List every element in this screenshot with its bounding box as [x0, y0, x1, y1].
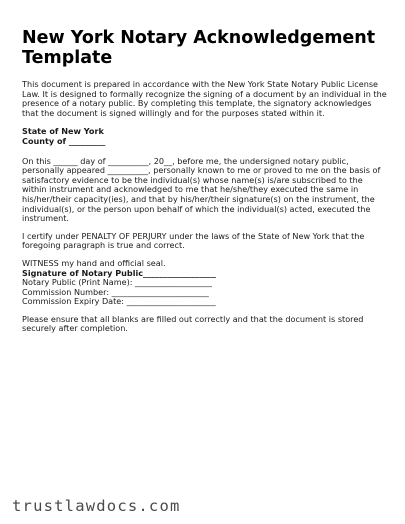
document-page — [22, 28, 388, 334]
acknowledgement-paragraph: On this ______ day of __________, 20__, before me, the undersigned notary public, personally appeared __________, personally known to me or proved to me on the basis of satisfactory evidence to be the individual(s) whose name(s) is/are subscribed to the within instrument and acknowledged to me that he/she/they executed the same in his/her/their capacity(ies), and that by his/her/their signature(s) on the instrument, the individual(s), or the person upon behalf of which the individual(s) acted, executed the instrument. — [22, 155, 381, 224]
title-line-1: New York Notary Acknowledgement — [22, 28, 376, 48]
certification-paragraph: I certify under PENALTY OF PERJURY under the laws of the State of New York that the foregoing paragraph is true and correct. — [22, 230, 365, 251]
intro-paragraph: This document is prepared in accordance with the New York State Notary Public License Law. It is designed to formally recognize the signing of a document by an individual in the presence of a notary public. By completing this template, the signatory acknowledges that the document is signed willingly and for the purposes stated within it. — [22, 79, 387, 118]
document-title — [22, 28, 388, 68]
county-line: County of _________ — [22, 135, 106, 146]
watermark: trustlawdocs.com — [12, 497, 181, 515]
print-name-line: Notary Public (Print Name): ___________________ — [22, 277, 212, 288]
signature-line: Signature of Notary Public__________________ — [22, 267, 216, 278]
state-line: State of New York — [22, 126, 104, 137]
witness-block — [22, 259, 388, 307]
commission-number-line: Commission Number: ________________________ — [22, 286, 209, 297]
title-line-2: Template — [22, 48, 113, 68]
closing-note: Please ensure that all blanks are filled out correctly and that the document is stored securely after completion. — [22, 313, 364, 334]
commission-expiry-line: Commission Expiry Date: ______________________ — [22, 296, 216, 307]
witness-line: WITNESS my hand and official seal. — [22, 257, 166, 268]
venue-block — [22, 127, 388, 146]
